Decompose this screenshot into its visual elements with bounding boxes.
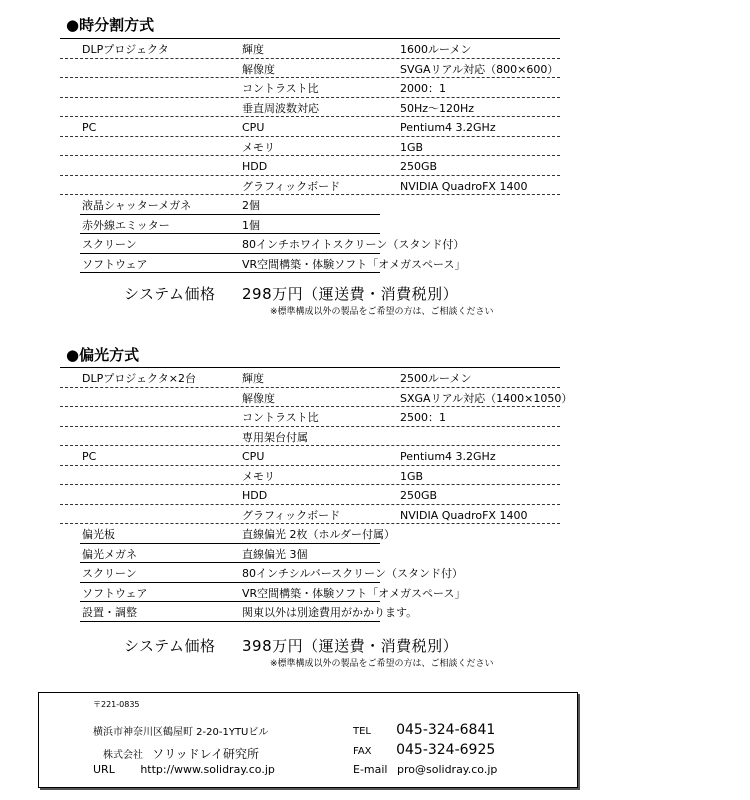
company-prefix: 株式会社 (103, 750, 143, 761)
spec-detail: 1個 (242, 218, 260, 232)
spec-detail: HDD (242, 160, 268, 173)
spec-value: 1GB (400, 140, 424, 154)
row-separator (60, 116, 560, 117)
row-underline (80, 543, 380, 544)
row-separator (60, 523, 560, 524)
spec-detail: メモリ (242, 469, 275, 483)
spec-detail: HDD (242, 489, 268, 502)
row-separator (60, 406, 560, 407)
spec-value: 2000：1 (400, 82, 446, 95)
spec-item: ソフトウェア (82, 257, 148, 271)
spec-item: 赤外線エミッター (82, 218, 170, 232)
company (103, 743, 259, 762)
postal-code: 〒221-0835 (93, 700, 140, 709)
spec-detail: コントラスト比 (242, 82, 319, 95)
section2-title: ●偏光方式 (66, 346, 140, 364)
fax-row (353, 739, 495, 758)
spec-detail: コントラスト比 (242, 411, 319, 424)
fax-number: 045-324-6925 (396, 742, 496, 758)
spec-item: PC (82, 450, 97, 463)
spec-value: NVIDIA QuadroFX 1400 (400, 179, 528, 193)
spec-value: 50Hz～120Hz (400, 101, 475, 115)
spec-item: DLPプロジェクタ×2台 (82, 372, 197, 385)
address: 横浜市神奈川区鶴屋町 2-20-1YTUビル (93, 727, 269, 738)
spec-value: 250GB (400, 160, 438, 173)
spec-value: 1GB (400, 469, 424, 483)
spec-value: Pentium4 3.2GHz (400, 121, 496, 134)
row-underline (80, 601, 380, 602)
spec-value: 2500ルーメン (400, 372, 472, 385)
row-separator (60, 136, 560, 137)
row-separator (60, 426, 560, 427)
url-link[interactable]: http://www.solidray.co.jp (140, 763, 275, 776)
row-underline (80, 233, 380, 234)
spec-detail: 専用架台付属 (242, 430, 308, 444)
row-underline (80, 582, 380, 583)
spec-detail: グラフィックボード (242, 508, 341, 522)
spec-detail: 直線偏光 3個 (242, 547, 308, 561)
spec-item: スクリーン (82, 567, 137, 580)
row-separator (60, 77, 560, 78)
section2-note: ※標準構成以外の製品をご希望の方は、ご相談ください (270, 659, 494, 669)
spec-detail: グラフィックボード (242, 179, 341, 193)
spec-item: 偏光板 (82, 528, 115, 541)
spec-item: PC (82, 121, 97, 134)
email-label: E-mail (353, 763, 388, 776)
section2-price-value: 398万円（運送費・消費税別） (242, 637, 459, 655)
company-name: ソリッドレイ研究所 (152, 747, 260, 761)
spec-detail: 80インチシルバースクリーン（スタンド付） (242, 567, 463, 580)
spec-value: 1600ルーメン (400, 43, 472, 56)
section1-price-label: システム価格 (124, 285, 216, 303)
spec-item: 偏光メガネ (82, 547, 137, 561)
spec-detail: CPU (242, 450, 265, 463)
row-underline (80, 562, 380, 563)
spec-detail: 2個 (242, 199, 260, 212)
row-underline (80, 214, 380, 215)
row-separator (60, 445, 560, 446)
url-label: URL (93, 763, 115, 776)
row-separator (60, 58, 560, 59)
row-separator (60, 387, 560, 388)
section1-title: ●時分割方式 (66, 16, 155, 34)
spec-detail: 関東以外は別途費用がかかります。 (242, 606, 418, 619)
spec-item: ソフトウェア (82, 586, 148, 600)
row-separator (60, 465, 560, 466)
spec-detail: VR空間構築・体験ソフト「オメガスペース」 (242, 257, 466, 271)
spec-item: 液晶シャッターメガネ (82, 199, 192, 212)
spec-detail: 垂直周波数対応 (242, 101, 319, 115)
row-separator (60, 97, 560, 98)
url-row (93, 763, 275, 776)
spec-item: 設置・調整 (82, 606, 137, 619)
row-underline (80, 621, 380, 622)
contact-box (38, 692, 578, 788)
spec-value: 250GB (400, 489, 438, 502)
row-separator (60, 504, 560, 505)
spec-detail: CPU (242, 121, 265, 134)
spec-value: NVIDIA QuadroFX 1400 (400, 508, 528, 522)
spec-item: DLPプロジェクタ (82, 43, 169, 56)
spec-value: SXGAリアル対応（1400×1050） (400, 391, 573, 405)
section1-title-rule (60, 38, 560, 39)
spec-detail: 直線偏光 2枚（ホルダー付属） (242, 528, 396, 541)
row-separator (60, 484, 560, 485)
row-separator (60, 194, 560, 195)
tel-number: 045-324-6841 (396, 722, 496, 738)
section2-title-rule (60, 367, 560, 368)
email-address[interactable]: pro@solidray.co.jp (397, 763, 498, 776)
section2-price-label: システム価格 (124, 637, 216, 655)
spec-detail: 輝度 (242, 372, 264, 385)
email-row (353, 763, 497, 776)
row-underline (80, 272, 380, 273)
spec-detail: 輝度 (242, 43, 264, 56)
spec-detail: メモリ (242, 140, 275, 154)
row-separator (60, 155, 560, 156)
spec-value: Pentium4 3.2GHz (400, 450, 496, 463)
spec-detail: VR空間構築・体験ソフト「オメガスペース」 (242, 586, 466, 600)
row-underline (80, 253, 380, 254)
spec-item: スクリーン (82, 238, 137, 251)
spec-value: 2500：1 (400, 411, 446, 424)
row-separator (60, 175, 560, 176)
tel-label: TEL (353, 726, 371, 737)
spec-detail: 解像度 (242, 391, 275, 405)
spec-detail: 80インチホワイトスクリーン（スタンド付） (242, 238, 465, 251)
section1-note: ※標準構成以外の製品をご希望の方は、ご相談ください (270, 307, 494, 317)
spec-detail: 解像度 (242, 62, 275, 76)
tel-row (353, 719, 495, 738)
spec-value: SVGAリアル対応（800×600） (400, 62, 559, 76)
section1-price-value: 298万円（運送費・消費税別） (242, 285, 459, 303)
fax-label: FAX (353, 746, 372, 757)
